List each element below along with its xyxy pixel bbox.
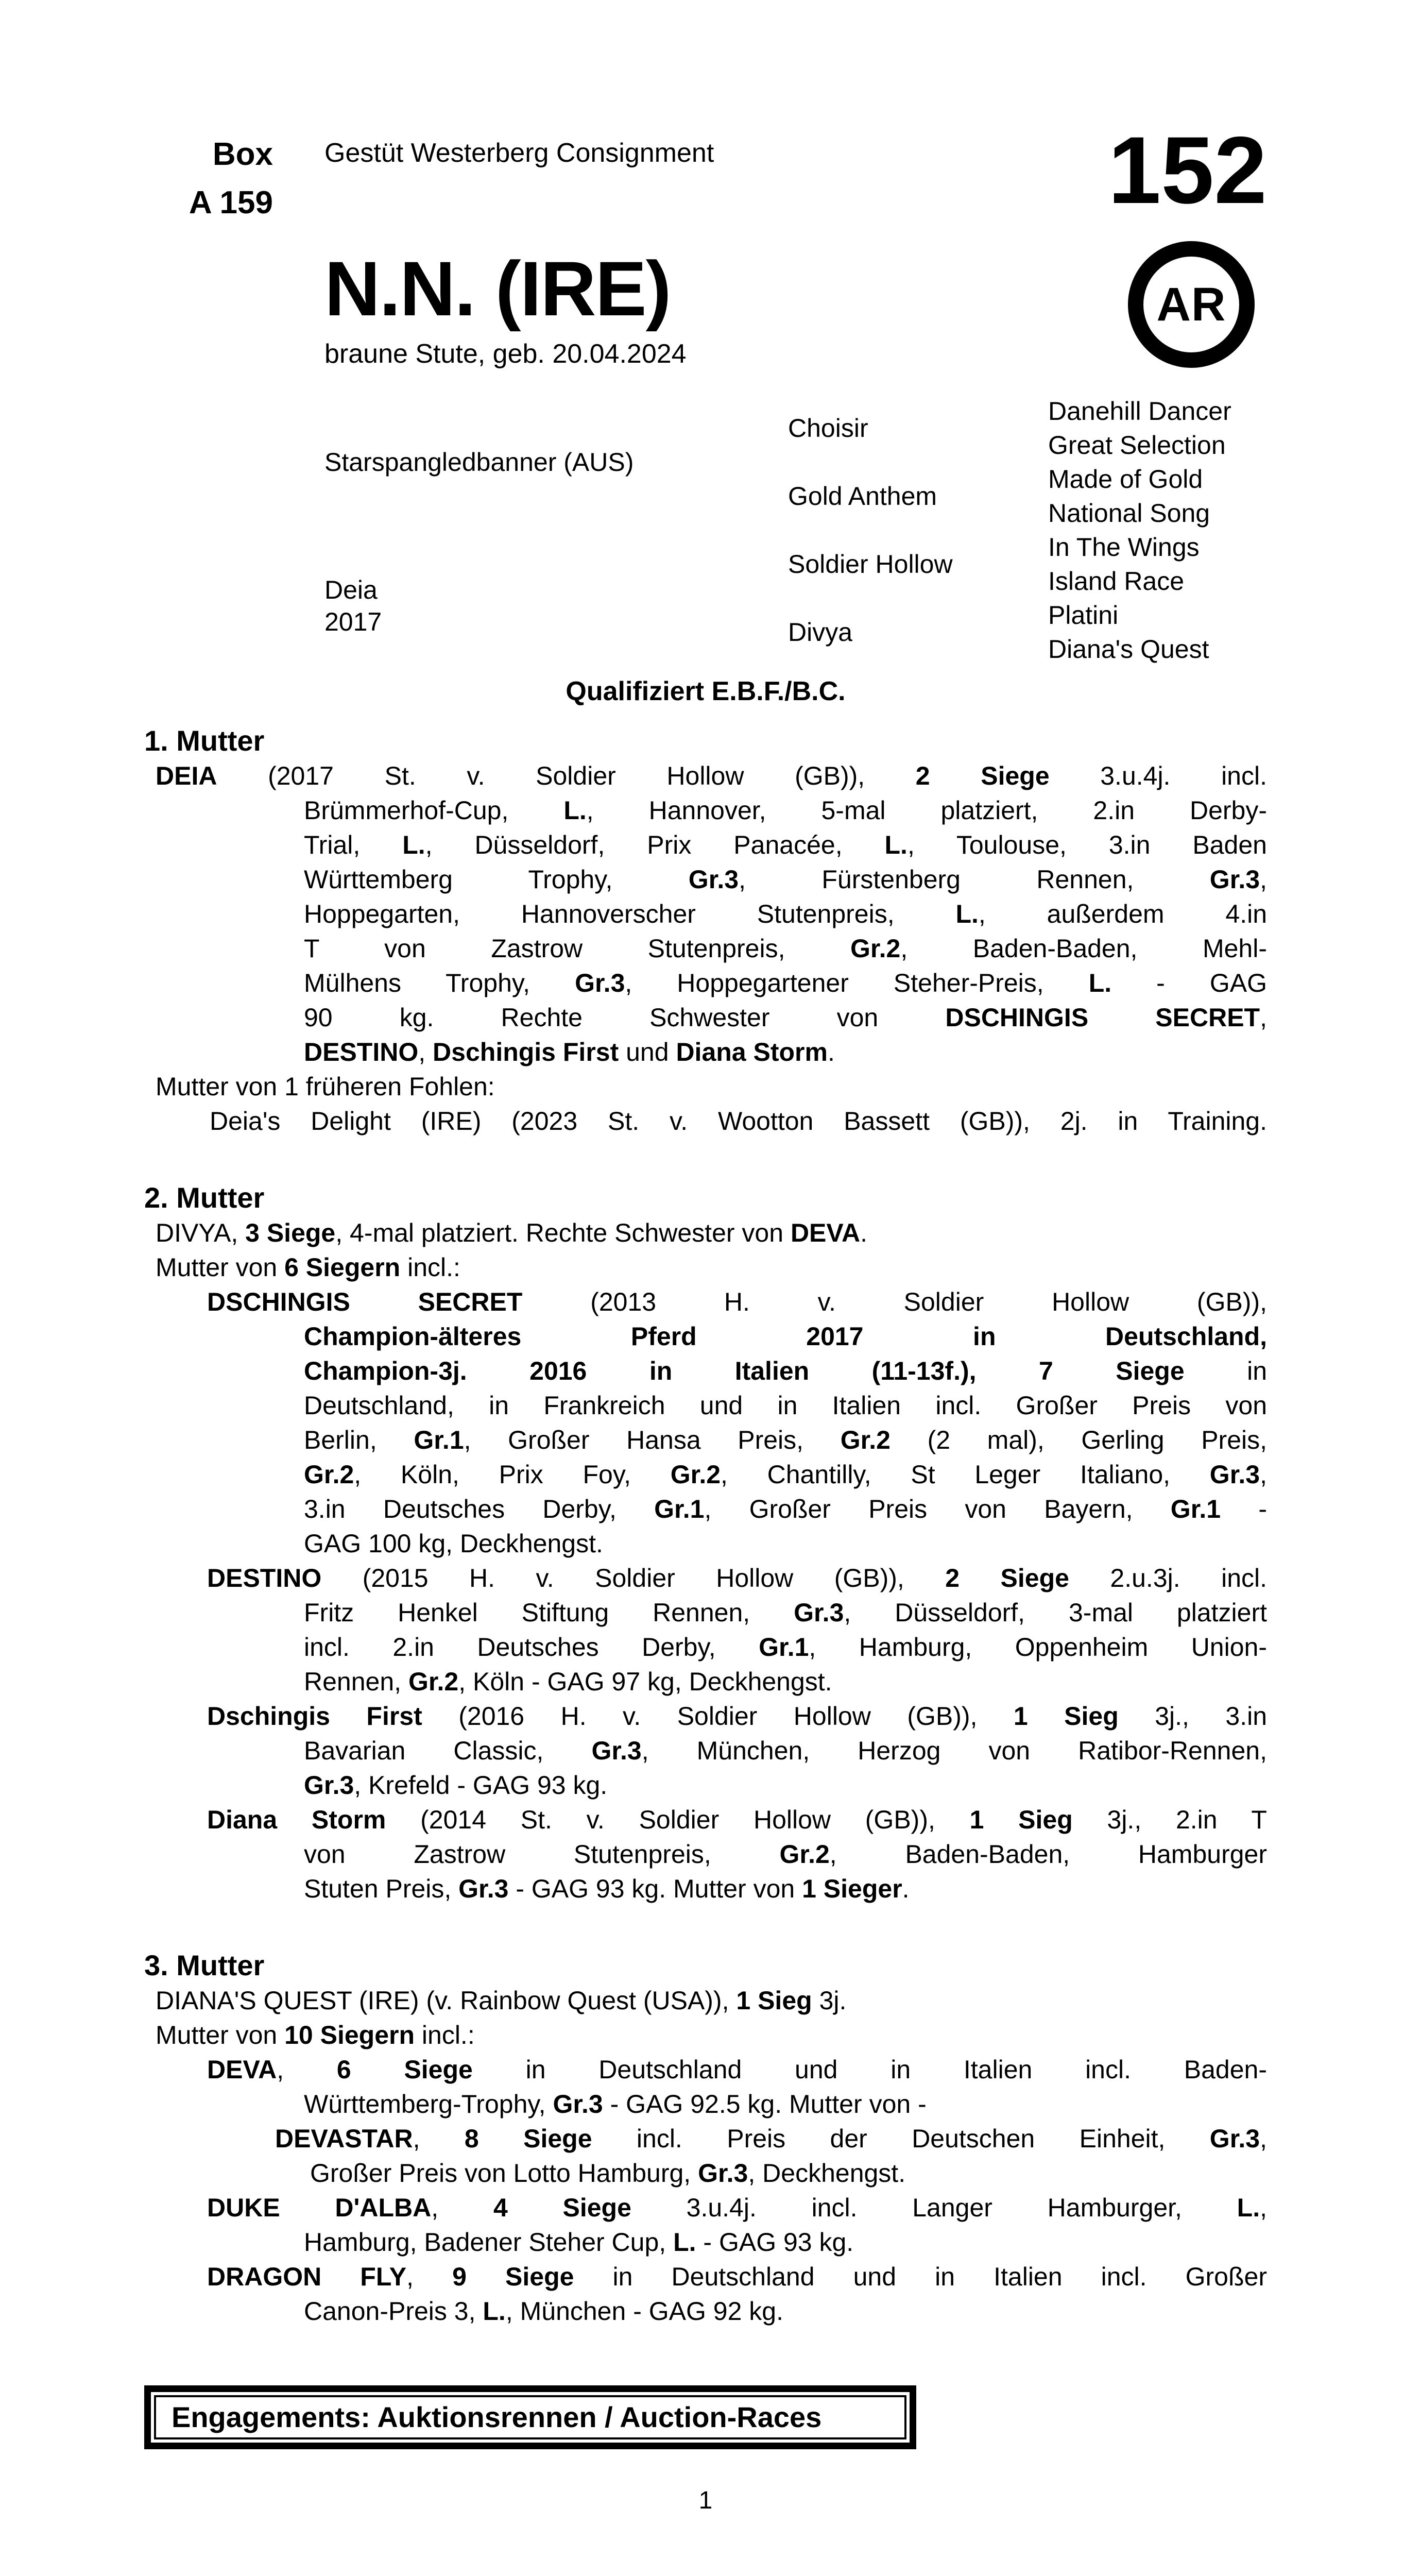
pedigree-dam xyxy=(324,558,788,638)
page-number: 1 xyxy=(698,2487,713,2514)
text-run: - xyxy=(1221,1495,1267,1523)
text-run: Deutschland, in Frankreich und in Italien incl. Großer Preis von xyxy=(304,1391,1267,1420)
paragraph xyxy=(156,1699,1267,1803)
text-run: . xyxy=(860,1218,868,1247)
stable-box xyxy=(144,136,273,222)
text-run: , xyxy=(406,2262,453,2291)
bold-text: DEIA xyxy=(156,761,217,790)
text-run: , München, Herzog von Ratibor-Rennen, xyxy=(641,1736,1267,1765)
bold-text: Dschingis First xyxy=(207,1702,422,1731)
bold-text: Diana Storm xyxy=(676,1038,828,1066)
bold-text: L. xyxy=(955,900,979,928)
bold-text: DEVASTAR xyxy=(275,2124,413,2153)
text-run: Fritz Henkel Stiftung Rennen, xyxy=(304,1598,794,1627)
text-line xyxy=(156,897,1267,931)
text-run: , xyxy=(1260,1460,1267,1489)
paragraph xyxy=(156,1216,1267,1250)
text-line xyxy=(156,1423,1267,1458)
bold-text: 2 Siege xyxy=(915,761,1050,790)
bold-text: 4 Siege xyxy=(493,2193,631,2222)
bold-text: Gr.2 xyxy=(840,1426,891,1454)
pedigree-sire: Starspangledbanner (AUS) xyxy=(324,448,634,477)
section-body xyxy=(156,1984,1267,2329)
text-line xyxy=(156,1216,1267,1250)
pedigree-sire-dam: Gold Anthem xyxy=(788,482,937,511)
section-body xyxy=(156,1216,1267,1906)
qualification-note: Qualifiziert E.B.F./B.C. xyxy=(566,676,846,706)
text-line xyxy=(156,2260,1267,2294)
bold-text: DESTINO xyxy=(207,1564,322,1592)
text-line xyxy=(156,1492,1267,1527)
text-line xyxy=(156,1354,1267,1388)
text-run: incl.: xyxy=(400,1253,460,1282)
text-run: , xyxy=(413,2124,465,2153)
text-line xyxy=(156,2087,1267,2122)
bold-text: Gr.2 xyxy=(670,1460,721,1489)
text-line xyxy=(156,1803,1267,1837)
text-line xyxy=(156,1561,1267,1596)
paragraph xyxy=(156,1803,1267,1906)
bold-text: Dschingis First xyxy=(433,1038,619,1066)
horse-description: braune Stute, geb. 20.04.2024 xyxy=(324,339,687,369)
brand-mark: AR xyxy=(1156,278,1226,331)
text-line xyxy=(156,1768,1267,1803)
bold-text: Gr.3 xyxy=(1209,865,1260,894)
bold-text: DUKE D'ALBA xyxy=(207,2193,432,2222)
pedigree-sections xyxy=(144,723,1267,2329)
bold-text: DSCHINGIS SECRET xyxy=(207,1287,523,1316)
text-run: , xyxy=(1260,865,1267,894)
text-run: DIANA'S QUEST (IRE) (v. Rainbow Quest (USA)), xyxy=(156,1986,737,2015)
text-run: (2014 St. v. Soldier Hollow (GB)), xyxy=(386,1805,970,1834)
text-line xyxy=(156,1527,1267,1561)
text-line xyxy=(156,931,1267,966)
text-run: . xyxy=(827,1038,835,1066)
text-run: in Deutschland und in Italien incl. Großer xyxy=(574,2262,1267,2291)
paragraph xyxy=(156,2260,1267,2329)
text-run: Württemberg-Trophy, xyxy=(304,2090,553,2119)
engagements-text: Engagements: Auktionsrennen / Auction-Races xyxy=(154,2395,906,2439)
text-line xyxy=(156,2225,1267,2260)
bold-text: Gr.1 xyxy=(759,1633,809,1662)
pedigree-ggp-5: In The Wings xyxy=(1048,533,1200,562)
paragraph xyxy=(156,1285,1267,1561)
text-run: (2015 H. v. Soldier Hollow (GB)), xyxy=(321,1564,946,1592)
bold-text: Champion-3j. 2016 in Italien (11-13f.), 7 Siege xyxy=(304,1357,1185,1385)
text-run: incl. Preis der Deutschen Einheit, xyxy=(592,2124,1210,2153)
text-run: , Düsseldorf, 3-mal platziert xyxy=(844,1598,1268,1627)
text-run: DIVYA, xyxy=(156,1218,246,1247)
bold-text: 8 Siege xyxy=(464,2124,592,2153)
paragraph xyxy=(156,1070,1267,1104)
bold-text: DEVA xyxy=(207,2055,277,2084)
pedigree-dam-sire: Soldier Hollow xyxy=(788,550,953,579)
text-run: . xyxy=(902,1874,910,1903)
bold-text: Gr.3 xyxy=(698,2159,748,2188)
text-run: , Großer Hansa Preis, xyxy=(464,1426,841,1454)
text-run: 3.in Deutsches Derby, xyxy=(304,1495,655,1523)
text-run: 90 kg. Rechte Schwester von xyxy=(304,1003,946,1032)
text-run: in Deutschland und in Italien incl. Baden- xyxy=(472,2055,1267,2084)
text-run: , Köln, Prix Foy, xyxy=(354,1460,671,1489)
text-run: , xyxy=(1260,2124,1267,2153)
bold-text: 1 Sieg xyxy=(969,1805,1073,1834)
text-run: (2017 St. v. Soldier Hollow (GB)), xyxy=(217,761,916,790)
text-run: , Hannover, 5-mal platziert, 2.in Derby- xyxy=(586,796,1267,825)
bold-text: L. xyxy=(884,831,908,859)
text-line xyxy=(156,1319,1267,1354)
text-run: Mutter von 1 früheren Fohlen: xyxy=(156,1072,495,1101)
text-line xyxy=(156,1001,1267,1035)
text-line xyxy=(156,1630,1267,1665)
text-run: incl. 2.in Deutsches Derby, xyxy=(304,1633,759,1662)
paragraph xyxy=(156,2053,1267,2122)
paragraph xyxy=(156,2191,1267,2260)
text-run: Bavarian Classic, xyxy=(304,1736,592,1765)
text-run: , München - GAG 92 kg. xyxy=(505,2297,783,2326)
text-line xyxy=(156,1285,1267,1319)
paragraph xyxy=(156,2018,1267,2053)
text-run: Hamburg, Badener Steher Cup, xyxy=(304,2228,674,2257)
bold-text: DSCHINGIS SECRET xyxy=(945,1003,1260,1032)
text-run: , Hoppegartener Steher-Preis, xyxy=(625,969,1089,997)
pedigree-ggp-8: Diana's Quest xyxy=(1048,635,1209,664)
pedigree-ggp-2: Great Selection xyxy=(1048,431,1226,460)
bold-text: Gr.1 xyxy=(654,1495,705,1523)
text-line xyxy=(156,1665,1267,1699)
text-run: , Großer Preis von Bayern, xyxy=(704,1495,1171,1523)
text-line xyxy=(156,1872,1267,1906)
text-line xyxy=(156,828,1267,862)
bold-text: Gr.3 xyxy=(688,865,739,894)
bold-text: Gr.1 xyxy=(414,1426,464,1454)
paragraph xyxy=(156,1984,1267,2018)
bold-text: L. xyxy=(402,831,425,859)
text-line xyxy=(156,2122,1267,2156)
text-line xyxy=(156,1388,1267,1423)
text-run: Mülhens Trophy, xyxy=(304,969,575,997)
text-run: 2.u.3j. incl. xyxy=(1069,1564,1268,1592)
text-run: 3j., 3.in xyxy=(1118,1702,1267,1731)
text-run: Mutter von xyxy=(156,2021,285,2049)
pedigree-sire-sire: Choisir xyxy=(788,414,868,443)
paragraph xyxy=(156,1250,1267,1285)
pedigree-dam-dam: Divya xyxy=(788,618,853,647)
bold-text: Gr.2 xyxy=(304,1460,354,1489)
bold-text: Gr.3 xyxy=(553,2090,603,2119)
section-heading: 1. Mutter xyxy=(144,724,265,757)
text-run: 3.u.4j. incl. Langer Hamburger, xyxy=(631,2193,1237,2222)
text-line xyxy=(156,1734,1267,1768)
bold-text: L. xyxy=(673,2228,696,2257)
bold-text: 6 Siegern xyxy=(284,1253,401,1282)
section-heading: 2. Mutter xyxy=(144,1181,265,1214)
section-body xyxy=(156,759,1267,1139)
text-line xyxy=(156,1035,1267,1070)
text-run: , Deckhengst. xyxy=(748,2159,906,2188)
text-line xyxy=(156,1250,1267,1285)
section-mutter-3 xyxy=(144,1947,1267,2329)
text-run: - GAG 93 kg. xyxy=(696,2228,854,2257)
text-run: (2016 H. v. Soldier Hollow (GB)), xyxy=(422,1702,1014,1731)
engagements-box xyxy=(144,2385,916,2449)
bold-text: 3 Siege xyxy=(245,1218,336,1247)
text-run: , xyxy=(1260,2193,1267,2222)
text-run: 3j., 2.in T xyxy=(1072,1805,1267,1834)
text-run: , Köln - GAG 97 kg, Deckhengst. xyxy=(458,1667,832,1696)
bold-text: Gr.2 xyxy=(850,934,901,963)
text-line xyxy=(156,2191,1267,2225)
bold-text: 6 Siege xyxy=(336,2055,473,2084)
bold-text: DESTINO xyxy=(304,1038,419,1066)
text-run: , Baden-Baden, Hamburger xyxy=(829,1840,1267,1869)
pedigree-ggp-6: Island Race xyxy=(1048,567,1185,596)
text-run: T von Zastrow Stutenpreis, xyxy=(304,934,851,963)
text-run: Mutter von xyxy=(156,1253,285,1282)
text-run: (2 mal), Gerling Preis, xyxy=(890,1426,1267,1454)
horse-name: N.N. (IRE) xyxy=(324,245,671,332)
bold-text: Gr.3 xyxy=(575,969,625,997)
section-mutter-2 xyxy=(144,1180,1267,1906)
pedigree-ggp-1: Danehill Dancer xyxy=(1048,397,1231,426)
text-run: , außerdem 4.in xyxy=(978,900,1268,928)
text-run: , Hamburg, Oppenheim Union- xyxy=(809,1633,1267,1662)
text-line xyxy=(156,1458,1267,1492)
consignor-name: Gestüt Westerberg Consignment xyxy=(324,138,714,168)
text-run: und xyxy=(619,1038,676,1066)
text-run: , Toulouse, 3.in Baden xyxy=(907,831,1267,859)
bold-text: Gr.3 xyxy=(1209,2124,1260,2153)
bold-text: Gr.3 xyxy=(304,1771,354,1800)
text-run: (2013 H. v. Soldier Hollow (GB)), xyxy=(522,1287,1268,1316)
text-run: Canon-Preis 3, xyxy=(304,2297,483,2326)
section-heading: 3. Mutter xyxy=(144,1949,265,1981)
text-line xyxy=(156,1104,1267,1139)
bold-text: L. xyxy=(1237,2193,1260,2222)
text-run: Brümmerhof-Cup, xyxy=(304,796,564,825)
text-run: , Baden-Baden, Mehl- xyxy=(900,934,1267,963)
text-run: GAG 100 kg, Deckhengst. xyxy=(304,1529,603,1558)
text-line xyxy=(156,759,1267,793)
bold-text: 1 Sieger xyxy=(802,1874,902,1903)
text-run: , xyxy=(1260,1003,1267,1032)
text-run: Großer Preis von Lotto Hamburg, xyxy=(310,2159,698,2188)
text-line xyxy=(156,1596,1267,1630)
text-run: - GAG xyxy=(1111,969,1267,997)
text-run: incl.: xyxy=(415,2021,475,2049)
text-run: , 4-mal platziert. Rechte Schwester von xyxy=(335,1218,791,1247)
text-run: 3j. xyxy=(812,1986,847,2015)
bold-text: 1 Sieg xyxy=(736,1986,812,2015)
page-header xyxy=(144,117,1267,394)
text-line xyxy=(156,862,1267,897)
bold-text: Gr.2 xyxy=(779,1840,830,1869)
dam-year: 2017 xyxy=(324,607,382,636)
box-label: Box xyxy=(212,137,273,172)
lot-number: 152 xyxy=(1108,117,1267,224)
bold-text: DEVA xyxy=(790,1218,861,1247)
pedigree-ggp-7: Platini xyxy=(1048,601,1119,630)
bold-text: Gr.3 xyxy=(794,1598,844,1627)
bold-text: L. xyxy=(1088,969,1112,997)
bold-text: Gr.3 xyxy=(591,1736,642,1765)
bold-text: DRAGON FLY xyxy=(207,2262,407,2291)
text-run: Stuten Preis, xyxy=(304,1874,459,1903)
text-run: , Düsseldorf, Prix Panacée, xyxy=(425,831,885,859)
bold-text: 10 Siegern xyxy=(284,2021,415,2049)
text-run: - GAG 93 kg. Mutter von xyxy=(508,1874,802,1903)
text-run: , xyxy=(277,2055,337,2084)
bold-text: Gr.3 xyxy=(1209,1460,1260,1489)
pedigree-ggp-4: National Song xyxy=(1048,499,1210,528)
text-run: Trial, xyxy=(304,831,403,859)
bold-text: Diana Storm xyxy=(207,1805,386,1834)
text-line xyxy=(156,2053,1267,2087)
section-mutter-1 xyxy=(144,723,1267,1139)
paragraph xyxy=(156,1561,1267,1699)
text-line xyxy=(156,966,1267,1001)
bold-text: 9 Siege xyxy=(452,2262,574,2291)
box-number: A 159 xyxy=(189,185,273,221)
pedigree-ggp-3: Made of Gold xyxy=(1048,465,1203,494)
text-line xyxy=(156,2294,1267,2329)
text-line xyxy=(156,1070,1267,1104)
bold-text: Gr.2 xyxy=(408,1667,459,1696)
text-run: Württemberg Trophy, xyxy=(304,865,689,894)
bold-text: L. xyxy=(483,2297,506,2326)
paragraph xyxy=(156,759,1267,1070)
text-run: Hoppegarten, Hannoverscher Stutenpreis, xyxy=(304,900,956,928)
text-run: , Chantilly, St Leger Italiano, xyxy=(721,1460,1210,1489)
text-run: , xyxy=(431,2193,493,2222)
paragraph xyxy=(156,2122,1267,2191)
dam-name: Deia xyxy=(324,575,378,604)
text-line xyxy=(156,2018,1267,2053)
text-line xyxy=(156,1699,1267,1734)
bold-text: 1 Sieg xyxy=(1013,1702,1119,1731)
text-run: 3.u.4j. incl. xyxy=(1049,761,1267,790)
bold-text: Gr.1 xyxy=(1170,1495,1221,1523)
pedigree-table xyxy=(324,394,1267,666)
text-line xyxy=(156,1837,1267,1872)
text-line xyxy=(156,2156,1267,2191)
text-run: , Krefeld - GAG 93 kg. xyxy=(354,1771,608,1800)
bold-text: L. xyxy=(563,796,587,825)
text-run: Rennen, xyxy=(304,1667,408,1696)
text-run: - GAG 92.5 kg. Mutter von - xyxy=(603,2090,927,2119)
bold-text: 2 Siege xyxy=(945,1564,1069,1592)
text-run: in xyxy=(1184,1357,1267,1385)
text-run: , Fürstenberg Rennen, xyxy=(739,865,1210,894)
text-run: von Zastrow Stutenpreis, xyxy=(304,1840,780,1869)
bold-text: Gr.3 xyxy=(458,1874,509,1903)
text-run: Berlin, xyxy=(304,1426,414,1454)
text-line xyxy=(156,793,1267,828)
paragraph xyxy=(156,1104,1267,1139)
text-run: , xyxy=(418,1038,433,1066)
brand-circle-icon xyxy=(1128,241,1255,368)
text-run: Deia's Delight (IRE) (2023 St. v. Wootton Bassett (GB)), 2j. in Training. xyxy=(210,1107,1267,1136)
bold-text: Champion-älteres Pferd 2017 in Deutschland, xyxy=(304,1322,1267,1351)
text-line xyxy=(156,1984,1267,2018)
